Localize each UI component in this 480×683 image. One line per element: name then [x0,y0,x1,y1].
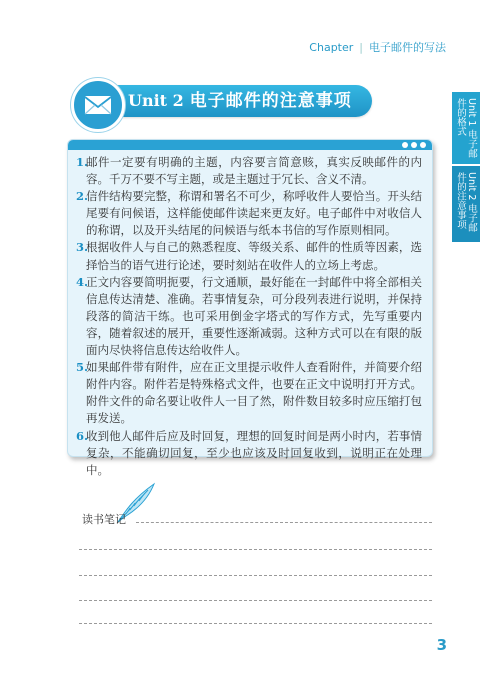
header-divider: | [359,41,363,54]
unit-title-zh: 电子邮件的注意事项 [189,91,352,111]
tab-unit-1[interactable] [452,92,480,164]
item-text: 收到他人邮件后应及时回复，理想的回复时间是两小时内，若事情复杂，不能确切回复，至少也应该及时回复收到，说明正在处理中。 [86,428,422,477]
item-number: 2. [76,189,89,204]
tab-unit-2[interactable] [452,166,480,242]
unit-title-en: Unit 2 [128,91,184,110]
item-text: 如果邮件带有附件，应在正文里提示收件人查看附件，并简要介绍附件内容。附件若是特殊格式文件，也要在正文中说明打开方式。附件文件的命名要让收件人一目了然，附件数目较多时应压缩打包再发送。 [86,360,422,426]
list-item [76,274,422,359]
guideline-list [68,150,432,479]
item-number: 4. [76,274,89,289]
note-line[interactable] [79,623,432,624]
chapter-header [309,39,446,55]
note-line[interactable] [79,600,432,601]
chapter-label: Chapter [309,41,354,54]
side-tabs [452,92,480,242]
panel-dots [402,140,426,150]
note-line[interactable] [79,575,432,576]
notes-panel [67,139,433,477]
unit-title [128,85,352,117]
note-line[interactable] [136,522,432,523]
tab-unit-2-label: Unit 2 电子邮件的注意事项 [455,172,477,232]
item-number: 6. [76,428,89,443]
item-text: 邮件一定要有明确的主题，内容要言简意赅，真实反映邮件的内容。千万不要不写主题，或是主题过于冗长、含义不清。 [86,155,422,187]
note-line[interactable] [79,549,432,550]
list-item [76,359,422,427]
item-number: 3. [76,240,89,255]
envelope-icon [74,81,122,129]
envelope-badge [71,78,125,132]
item-text: 信件结构要完整，称谓和署名不可少，称呼收件人要恰当。开头结尾要有问候语，这样能使邮件读起来更友好。电子邮件中对收信人的称谓，以及开头结尾的问候语与纸本书信的写作原则相同。 [86,189,422,238]
list-item [76,239,422,273]
chapter-title: 电子邮件的写法 [369,41,446,54]
item-number: 1. [76,155,89,169]
item-text: 正文内容要简明扼要，行文通顺，最好能在一封邮件中将全部相关信息传达清楚、准确。若事情复杂，可分段列表进行说明，并保持段落的简洁干练。也可采用倒金字塔式的写作方式，先写重要内容，随着叙述的展开，重要性逐渐减弱。这种方式可以在有限的版面内尽快将信息传达给收件人。 [86,274,422,358]
list-item [76,154,422,188]
list-item [76,428,422,479]
panel-header-bar [68,140,432,150]
item-number: 5. [76,360,89,375]
tab-unit-1-label: Unit 1 电子邮件的格式 [455,98,477,158]
list-item [76,188,422,239]
reading-notes-label: 读书笔记 [82,513,126,526]
page-number: 3 [436,636,447,654]
item-text: 根据收件人与自己的熟悉程度、等级关系、邮件的性质等因素，选择恰当的语气进行论述，要时刻站在收件人的立场上考虑。 [86,240,422,272]
